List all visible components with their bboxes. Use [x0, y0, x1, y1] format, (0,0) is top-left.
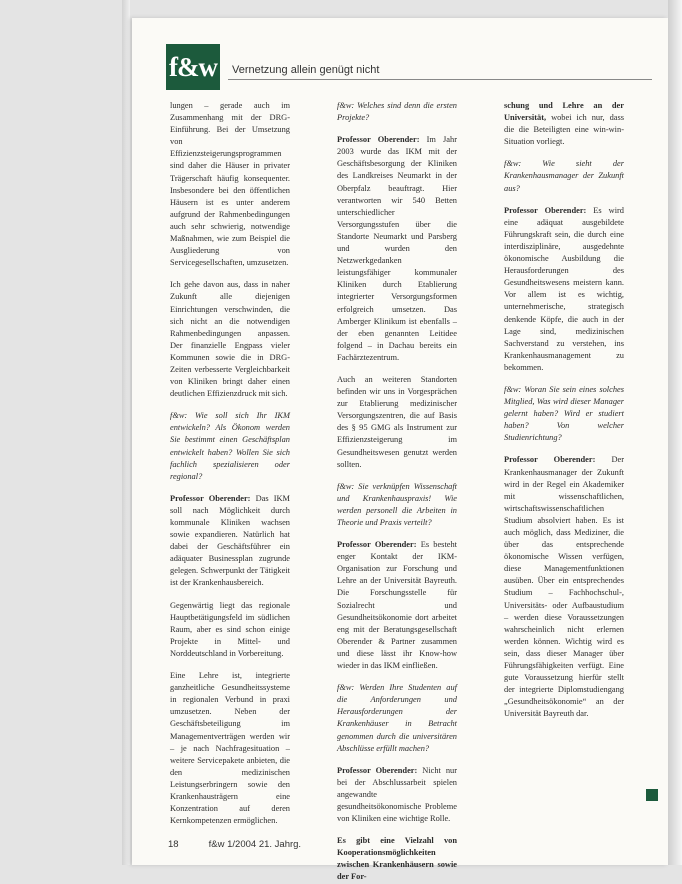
speaker-name: Professor Oberender:	[170, 493, 251, 503]
interview-question: f&w: Wie sieht der Krankenhausmanager der Zukunft aus?	[504, 159, 624, 193]
answer-text: Der Krankenhausmanager der Zukunft wird in der Regel ein Akademiker mit wissenschaftlichen, wirtschaftswissenschaftlichen Studium absolviert haben. Es ist auch möglich, dass Mediziner, die über das entsprechende ökonomische Wissen verfügen, diese Managementfunktionen ausüben. Über ein entsprechendes Studium – Fachhochschul-, Universitäts- oder Aufbaustudium – werden diese Voraussetzungen wahrscheinlich nicht erlernen werden können. Wichtig wird es sein, dass dieser Manager über Führungsfähigkeiten verfügt. Eine gute Voraussetzung hierfür stellt der integrierte Diplomstudiengang „Gesundheitsökonomie“ an der Universität Bayreuth dar.	[504, 455, 624, 719]
speaker-name: Professor Oberender:	[337, 135, 420, 145]
body-paragraph: Auch an weiteren Standorten befinden wir uns in Vorgesprächen zur Etablierung medizinischer Versorgungszentren, die auf Basis des § 95 GMG als Instrument zur Effizienzsteigerung im Gesundheitswesen genutzt werden sollten.	[337, 374, 457, 469]
text-column-1	[170, 100, 290, 826]
answer-text: Es wird eine adäquat ausgebildete Führungskraft sein, die durch eine interdisziplinäre, ausgedehnte ökonomische Ausbildung die Herausforderungen des Gesundheitswesens meistern kann. Vor allem ist es wichtig, unternehmerische, strategisch denkende Köpfe, die auch in der Lage sind, medizinischen Sachverstand zu verstehen, ins Krankenhausmanagement zu bekommen.	[504, 205, 624, 372]
scan-right-edge	[668, 0, 682, 865]
answer-text: Es besteht enger Kontakt der IKM-Organisation zur Forschung und Lehre an der Universität Bayreuth. Die Forschungsstelle für Sozialrecht und Gesundheitsökonomie dort arbeitet eng mit der Beratungsgesellschaft Oberender & Partner zusammen und diese lässt ihr Know-how wieder in das IKM einfließen.	[337, 540, 457, 671]
speaker-name: Professor Oberender:	[337, 765, 418, 775]
speaker-name: Professor Oberender:	[504, 205, 587, 215]
text-column-3	[504, 100, 624, 790]
article-end-mark	[646, 789, 658, 801]
answer-text: Nicht nur bei der Abschlussarbeit spielen angewandte gesundheitsökonomische Probleme von Kliniken eine wichtige Rolle.	[337, 765, 457, 824]
interview-answer	[337, 539, 457, 672]
body-paragraph: Gegenwärtig liegt das regionale Hauptbetätigungsfeld im südlichen Raum, aber es sind schon einige Projekte in Mittel- und Norddeutschland in Vorbereitung.	[170, 600, 290, 658]
running-header-title: Vernetzung allein genügt nicht	[232, 64, 380, 76]
interview-question: f&w: Werden Ihre Studenten auf die Anforderungen und Herausforderungen der Krankenhäuser in Betracht genommen durch die universitären Abschlüsse erfüllt machen?	[337, 683, 457, 753]
text-column-2	[337, 100, 457, 882]
interview-answer	[504, 205, 624, 374]
scan-gutter-shadow	[122, 0, 130, 865]
body-paragraph: Eine Lehre ist, integrierte ganzheitliche Gesundheitssysteme in regionalen Verbund in praxi umzusetzen. Neben der Geschäftsbeteiligung im Managementverträgen werden wir – je nach Nachfragesituation – weitere Servicepakete anbieten, die den medizinischen Leistungserbringern sowie den Krankenhausträgern eine Konzentration auf deren Kernkompetenzen ermöglichen.	[170, 671, 290, 826]
page-number: 18	[168, 839, 179, 850]
header-rule	[228, 79, 652, 80]
paragraph-text: wobei ich nur, dass die die Beteiligten eine win-win-Situation vorliegt.	[504, 113, 624, 147]
interview-question: f&w: Sie verknüpfen Wissenschaft und Krankenhauspraxis! Wie werden personell die Arbeiten in Theorie und Praxis verteilt?	[337, 481, 457, 527]
interview-answer	[337, 134, 457, 364]
publication-info: f&w 1/2004 21. Jahrg.	[208, 839, 302, 850]
answer-text: Das IKM soll nach Möglichkeit durch kommunale Kliniken wachsen sowie expandieren. Natürlich hat dabei der Geschäftsführer ein adäquater Businessplan zugrunde gelegen. Schwerpunkt der Tätigkeit ist der Krankenhausbereich.	[170, 493, 290, 588]
page-footer	[168, 839, 301, 850]
interview-answer	[337, 765, 457, 825]
magazine-page	[132, 18, 668, 882]
interview-answer	[504, 454, 624, 720]
interview-question: f&w: Welches sind denn die ersten Projekte?	[337, 101, 457, 123]
speaker-name: Professor Oberender:	[504, 455, 596, 465]
continued-paragraph	[504, 100, 624, 148]
interview-answer	[170, 493, 290, 590]
body-paragraph: Ich gehe davon aus, dass in naher Zukunft alle diejenigen Einrichtungen verschwinden, die sich nicht an die notwendigen Rahmenbedingungen anpassen. Der finanzielle Engpass vieler Kommunen sowie die in DRG-Zeiten verbesserte Vergleichbarkeit von Kliniken bringt daher einen deutlichen Effizienzdruck mit sich.	[170, 280, 290, 399]
fw-logo: f&w	[166, 44, 220, 90]
speaker-name: Professor Oberender:	[337, 540, 417, 550]
interview-question: f&w: Wie soll sich Ihr IKM entwickeln? Als Ökonom werden Sie bestimmt einen Geschäftsplan entwickelt haben? Wollen Sie sich fachlich spezialisieren oder regional?	[170, 411, 290, 481]
bold-paragraph: Es gibt eine Vielzahl von Kooperationsmöglichkeiten zwischen Krankenhäusern sowie der For-	[337, 836, 457, 882]
body-paragraph: lungen – gerade auch im Zusammenhang mit der DRG-Einführung. Bei der Umsetzung von Effizienzsteigerungsprogrammen sind daher die Häuser in privater Trägerschaft häufig konsequenter. Insbesondere bei den öffentlichen Häusern ist es unter anderem aufgrund der Rahmenbedingungen auch sehr schwierig, notwendige Maßnahmen, wie zum Beispiel die Ausgliederung von Servicegesellschaften, umzusetzen.	[170, 101, 290, 268]
interview-question: f&w: Woran Sie sein eines solches Mitglied, Was wird dieser Manager gelernt haben? Wird er studiert haben? Von welcher Studienrichtung?	[504, 384, 624, 443]
bold-lead-text: schung und Lehre an der Universität,	[504, 101, 624, 123]
answer-text: Im Jahr 2003 wurde das IKM mit der Geschäftsbesorgung der Kliniken des Landkreises Neumarkt in der Oberpfalz beauftragt. Hier verantworten wir 540 Betten unterschiedlicher Versorgungsstufen über die Standorte Neumarkt und Parsberg und wurden den Netzwerkgedanken leistungsfähiger kommunaler Kliniken durch Etablierung integrierter Versorgungsformen erfolgreich umsetzen. Das Amberger Klinikum ist ebenfalls – der eben genannten Leitidee folgend – in Dachau bereits ein Fachärztezentrum.	[337, 135, 457, 362]
